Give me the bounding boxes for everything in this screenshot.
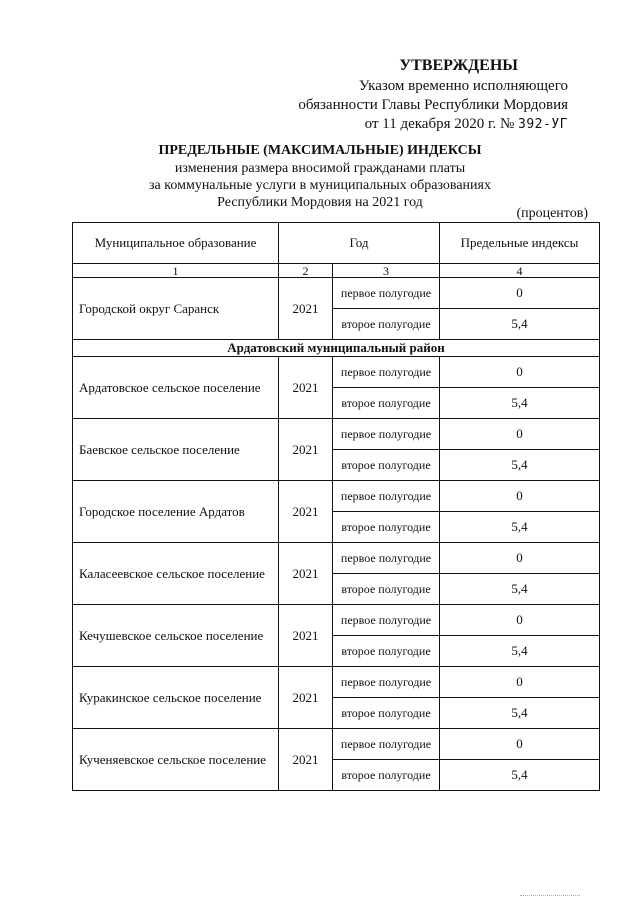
approval-date: от 11 декабря 2020 г. № bbox=[364, 116, 515, 132]
header-indices: Предельные индексы bbox=[440, 223, 600, 264]
column-number: 2 bbox=[279, 264, 333, 278]
municipality-name: Кечушевское сельское поселение bbox=[73, 605, 279, 667]
table-row bbox=[73, 278, 600, 309]
index-second-half: 5,4 bbox=[440, 636, 600, 667]
index-first-half: 0 bbox=[440, 481, 600, 512]
second-half-label: второе полугодие bbox=[333, 574, 440, 605]
first-half-label: первое полугодие bbox=[333, 419, 440, 450]
index-first-half: 0 bbox=[440, 543, 600, 574]
header-year: Год bbox=[279, 223, 440, 264]
first-half-label: первое полугодие bbox=[333, 605, 440, 636]
column-number: 1 bbox=[73, 264, 279, 278]
first-half-label: первое полугодие bbox=[333, 667, 440, 698]
column-number: 4 bbox=[440, 264, 600, 278]
table-row bbox=[73, 605, 600, 636]
index-first-half: 0 bbox=[440, 419, 600, 450]
table-row bbox=[73, 481, 600, 512]
header-municipality: Муниципальное образование bbox=[73, 223, 279, 264]
year-cell: 2021 bbox=[279, 419, 333, 481]
table-row bbox=[73, 357, 600, 388]
table-row bbox=[73, 543, 600, 574]
units-label: (процентов) bbox=[516, 206, 588, 221]
index-second-half: 5,4 bbox=[440, 760, 600, 791]
year-cell: 2021 bbox=[279, 481, 333, 543]
first-half-label: первое полугодие bbox=[333, 729, 440, 760]
second-half-label: второе полугодие bbox=[333, 450, 440, 481]
municipality-name: Городское поселение Ардатов bbox=[73, 481, 279, 543]
second-half-label: второе полугодие bbox=[333, 698, 440, 729]
year-cell: 2021 bbox=[279, 729, 333, 791]
document-heading bbox=[0, 142, 640, 211]
page-mark bbox=[520, 895, 580, 898]
subtitle-line-1: изменения размера вносимой гражданами платы bbox=[174, 161, 466, 176]
first-half-label: первое полугодие bbox=[333, 357, 440, 388]
second-half-label: второе полугодие bbox=[333, 512, 440, 543]
municipality-name: Городской округ Саранск bbox=[73, 278, 279, 340]
index-first-half: 0 bbox=[440, 357, 600, 388]
index-second-half: 5,4 bbox=[440, 309, 600, 340]
decree-number: 392-УГ bbox=[518, 117, 568, 132]
approval-line-1: Указом временно исполняющего bbox=[358, 78, 568, 94]
approval-title: УТВЕРЖДЕНЫ bbox=[399, 57, 518, 74]
approval-block bbox=[298, 56, 568, 134]
index-second-half: 5,4 bbox=[440, 574, 600, 605]
section-title: Ардатовский муниципальный район bbox=[73, 340, 600, 357]
approval-line-2: обязанности Главы Республики Мордовия bbox=[298, 97, 568, 113]
section-row bbox=[73, 340, 600, 357]
second-half-label: второе полугодие bbox=[333, 636, 440, 667]
index-second-half: 5,4 bbox=[440, 512, 600, 543]
index-first-half: 0 bbox=[440, 667, 600, 698]
index-second-half: 5,4 bbox=[440, 698, 600, 729]
index-first-half: 0 bbox=[440, 278, 600, 309]
municipality-name: Ардатовское сельское поселение bbox=[73, 357, 279, 419]
index-second-half: 5,4 bbox=[440, 388, 600, 419]
column-number-row bbox=[73, 264, 600, 278]
index-first-half: 0 bbox=[440, 729, 600, 760]
subtitle-line-3: Республики Мордовия на 2021 год bbox=[217, 195, 423, 210]
municipality-name: Кученяевское сельское поселение bbox=[73, 729, 279, 791]
index-first-half: 0 bbox=[440, 605, 600, 636]
header-row bbox=[73, 223, 600, 264]
municipality-name: Куракинское сельское поселение bbox=[73, 667, 279, 729]
document-title: ПРЕДЕЛЬНЫЕ (МАКСИМАЛЬНЫЕ) ИНДЕКСЫ bbox=[158, 143, 482, 158]
year-cell: 2021 bbox=[279, 357, 333, 419]
municipality-name: Каласеевское сельское поселение bbox=[73, 543, 279, 605]
second-half-label: второе полугодие bbox=[333, 388, 440, 419]
year-cell: 2021 bbox=[279, 543, 333, 605]
approval-date-line bbox=[298, 115, 568, 134]
subtitle-line-2: за коммунальные услуги в муниципальных образованиях bbox=[149, 178, 491, 193]
table-body bbox=[73, 223, 600, 791]
table-row bbox=[73, 667, 600, 698]
first-half-label: первое полугодие bbox=[333, 481, 440, 512]
index-second-half: 5,4 bbox=[440, 450, 600, 481]
year-cell: 2021 bbox=[279, 667, 333, 729]
second-half-label: второе полугодие bbox=[333, 760, 440, 791]
table-row bbox=[73, 729, 600, 760]
first-half-label: первое полугодие bbox=[333, 278, 440, 309]
second-half-label: второе полугодие bbox=[333, 309, 440, 340]
indices-table bbox=[72, 222, 600, 791]
column-number: 3 bbox=[333, 264, 440, 278]
table-row bbox=[73, 419, 600, 450]
municipality-name: Баевское сельское поселение bbox=[73, 419, 279, 481]
year-cell: 2021 bbox=[279, 605, 333, 667]
year-cell: 2021 bbox=[279, 278, 333, 340]
first-half-label: первое полугодие bbox=[333, 543, 440, 574]
